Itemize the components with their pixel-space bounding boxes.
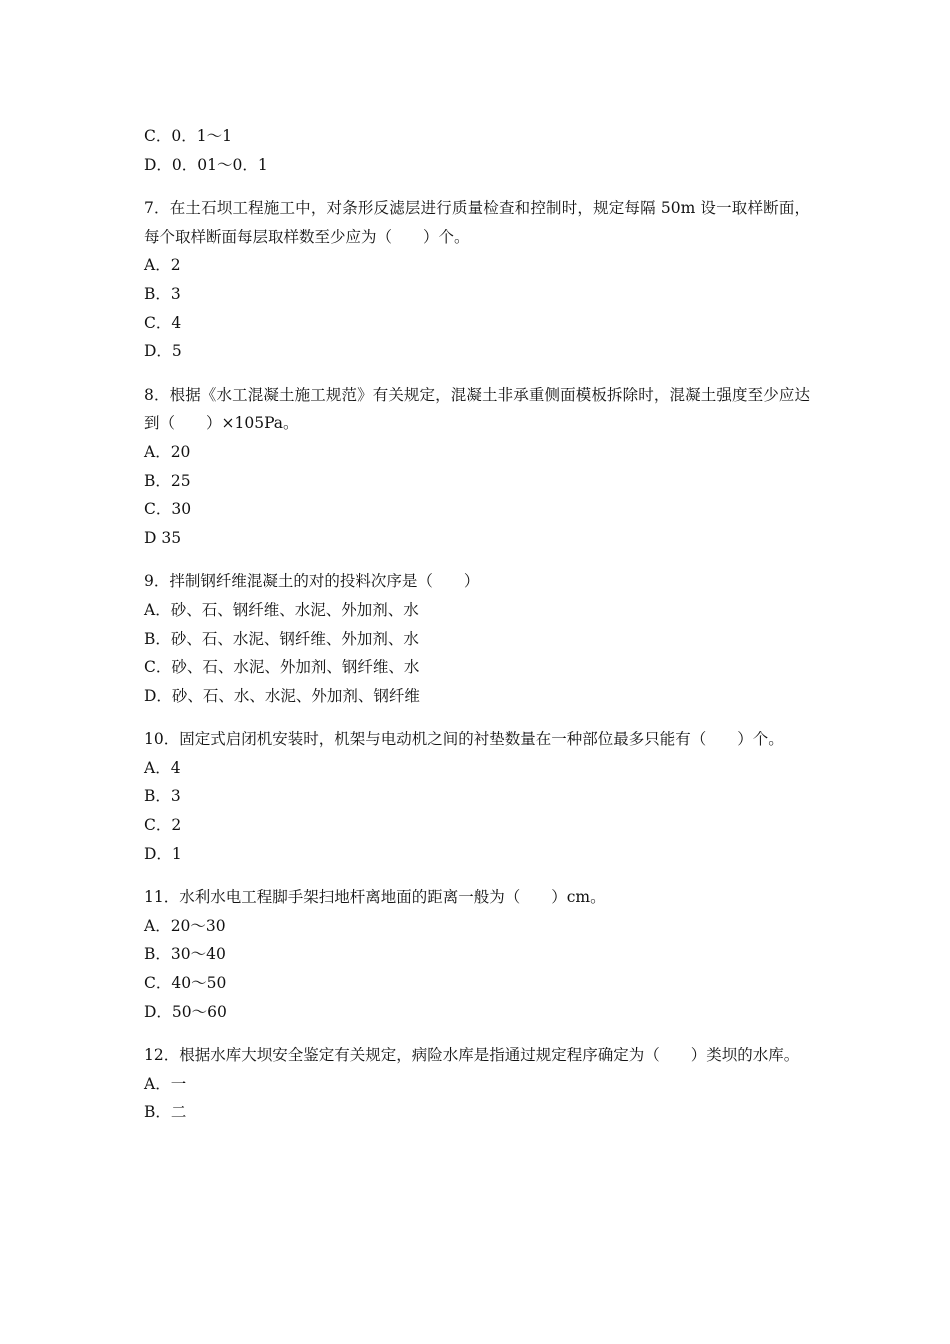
- option-d: D．1: [144, 844, 182, 863]
- continued-options: [144, 122, 810, 179]
- option-b: B．25: [144, 471, 191, 490]
- question-stem: 8．根据《水工混凝土施工规范》有关规定，混凝土非承重侧面模板拆除时，混凝土强度至少应达到（ ）×105Pa。: [144, 385, 810, 433]
- question-8: [144, 381, 810, 553]
- question-9: [144, 567, 810, 710]
- option-c: C．30: [144, 500, 192, 519]
- option-d: D．0．01～0．1: [144, 155, 268, 174]
- question-list: [144, 122, 810, 1127]
- option-b: B．砂、石、水泥、钢纤维、外加剂、水: [144, 629, 419, 648]
- option-a: A．一: [144, 1074, 187, 1093]
- question-11: [144, 883, 810, 1026]
- option-c: C．40～50: [144, 974, 227, 993]
- option-a: A．2: [144, 256, 181, 275]
- option-b: B．3: [144, 284, 181, 303]
- option-a: A．砂、石、钢纤维、水泥、外加剂、水: [144, 600, 419, 619]
- option-b: B．二: [144, 1103, 187, 1122]
- question-stem: 10．固定式启闭机安装时，机架与电动机之间的衬垫数量在一种部位最多只能有（ ）个。: [144, 730, 784, 749]
- question-12: [144, 1041, 810, 1127]
- question-stem: 7．在土石坝工程施工中，对条形反滤层进行质量检查和控制时，规定每隔 50m 设一取样断面，每个取样断面每层取样数至少应为（ ）个。: [144, 199, 810, 246]
- option-a: A．4: [144, 758, 181, 777]
- question-stem: 9．拌制钢纤维混凝土的对的投料次序是（ ）: [144, 572, 480, 591]
- option-c: C．2: [144, 816, 182, 835]
- option-d: D．5: [144, 342, 182, 361]
- question-10: [144, 725, 810, 868]
- option-a: A．20: [144, 442, 191, 461]
- question-stem: 12．根据水库大坝安全鉴定有关规定，病险水库是指通过规定程序确定为（ ）类坝的水库。: [144, 1046, 800, 1065]
- option-d: D 35: [144, 528, 182, 547]
- option-c: C．砂、石、水泥、外加剂、钢纤维、水: [144, 658, 420, 677]
- question-stem: 11．水利水电工程脚手架扫地杆离地面的距离一般为（ ）cm。: [144, 888, 606, 907]
- option-d: D．50～60: [144, 1002, 227, 1021]
- option-c: C．0．1～1: [144, 127, 232, 145]
- option-a: A．20～30: [144, 916, 226, 935]
- question-7: [144, 194, 810, 366]
- option-c: C．4: [144, 313, 182, 332]
- option-d: D．砂、石、水、水泥、外加剂、钢纤维: [144, 686, 420, 705]
- option-b: B．3: [144, 787, 181, 806]
- option-b: B．30～40: [144, 945, 226, 964]
